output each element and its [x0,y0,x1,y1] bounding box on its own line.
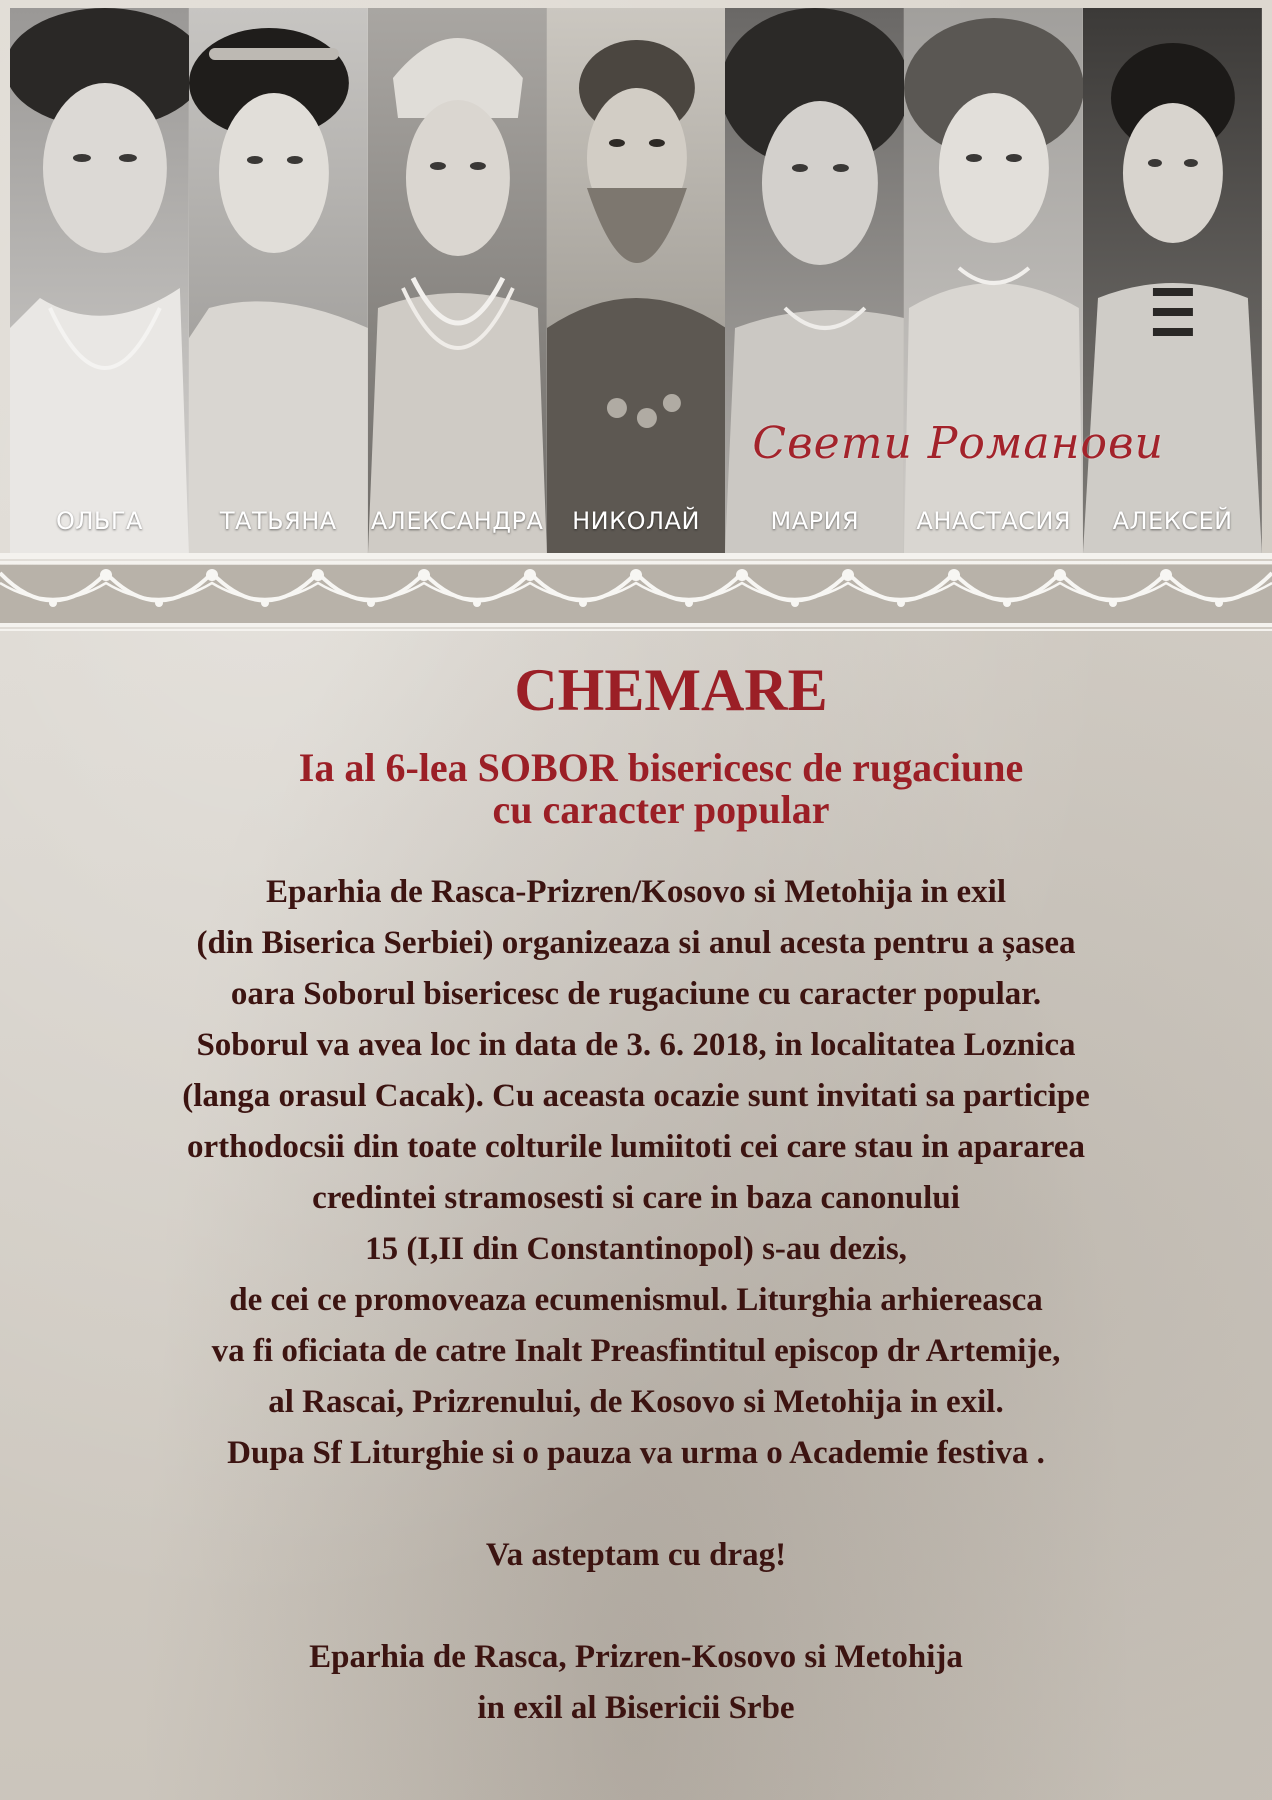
body-line: (langa orasul Cacak). Cu aceasta ocazie sunt invitati sa participe [182,1078,1090,1114]
body-line: oara Soborul bisericesc de rugaciune cu caracter popular. [230,976,1042,1012]
portrait-name-label: АНАСТАСИЯ [916,507,1072,535]
portrait-name-label: ТАТЬЯНА [219,507,337,535]
portrait-panel-nikolai [547,8,726,553]
portrait-panel-tatiana [189,8,368,553]
body-line: 15 (I,II din Constantinopol) s-au dezis, [365,1231,907,1267]
body-line: Soborul va avea loc in data de 3. 6. 2018, in localitatea Loznica [196,1027,1076,1063]
portrait-name-label: МАРИЯ [770,507,860,535]
signature-line: in exil al Bisericii Srbe [477,1690,795,1726]
portrait-panel-anastasia [904,8,1083,553]
subtitle-line: Ia al 6-lea SOBOR bisericesc de rugaciune [298,745,1024,790]
body-line: de cei ce promoveaza ecumenismul. Liturghia arhiereasca [229,1282,1043,1318]
greeting: Va asteptam cu drag! [485,1537,787,1573]
portrait-name-label: ОЛЬГА [55,507,143,535]
body-line: al Rascai, Prizrenului, de Kosovo si Metohija in exil. [268,1384,1004,1420]
portrait-alexandra [368,8,547,553]
portrait-alexei [1083,8,1262,553]
body-line: credintei stramosesti si care in baza canonului [312,1180,960,1216]
portrait-banner [10,8,1262,553]
body-line: Eparhia de Rasca-Prizren/Kosovo si Metohija in exil [265,874,1006,910]
body-line: (din Biserica Serbiei) organizeaza si anul acesta pentru a șasea [196,925,1076,961]
subtitle [25,747,1272,831]
portrait-tatiana [189,8,368,553]
portrait-name-label: АЛЕКСАНДРА [370,507,544,535]
portrait-panel-olga [10,8,189,553]
portrait-panel-alexandra [368,8,547,553]
signature-line: Eparhia de Rasca, Prizren-Kosovo si Metohija [309,1639,963,1675]
portrait-nikolai [547,8,726,553]
portrait-name-label: АЛЕКСЕЙ [1112,507,1233,535]
portrait-name-label: НИКОЛАЙ [572,507,700,535]
subtitle-line: cu caracter popular [492,787,830,832]
invitation-text [0,645,1272,1734]
page-title: CHEMARE [514,657,828,723]
body-line: va fi oficiata de catre Inalt Preasfintitul episcop dr Artemije, [211,1333,1061,1369]
body-line: orthodocsii din toate colturile lumiitoti cei care stau in apararea [187,1129,1085,1165]
portrait-maria [725,8,904,553]
portrait-panel-alexei [1083,8,1262,553]
body-paragraph [0,867,1272,1734]
body-line: Dupa Sf Liturghie si o pauza va urma o Academie festiva . [227,1435,1045,1471]
portrait-anastasia [904,8,1083,553]
lace-border [0,553,1272,635]
banner-title: Свети Романови [752,418,1164,469]
portrait-panel-maria [725,8,904,553]
portrait-olga [10,8,189,553]
